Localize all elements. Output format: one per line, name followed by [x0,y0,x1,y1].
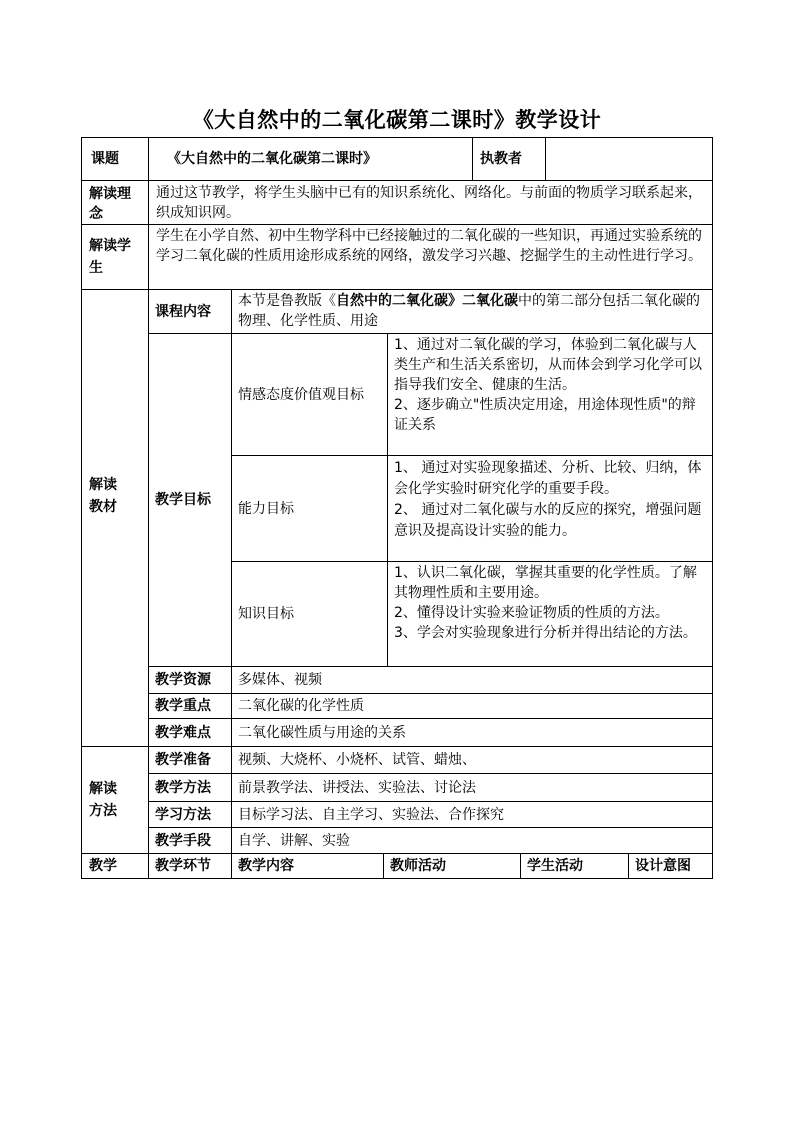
method-row-value: 目标学习法、自主学习、实验法、合作探究 [238,806,504,823]
process-col-5: 学生活动 [527,858,583,874]
goal-knowledge-line-3: 3、学会对实验现象进行分析并得出结论的方法。 [394,625,697,641]
students-text: 学生在小学自然、初中生物学科中已经接触过的二氧化碳的一些知识，再通过实验系统的学习二氧化碳的性质用途形成系统的网络，激发学习兴趣、挖掘学生的主动性进行学习。 [156,228,702,264]
process-col-4: 教师活动 [390,858,446,874]
method-row-label: 教学方法 [155,779,211,796]
method-row-value: 视频、大烧杯、小烧杯、试管、蜡烛、 [238,752,476,768]
concept-label: 解读理念 [89,186,131,222]
process-col-6: 设计意图 [635,858,691,874]
goal-emotion-name: 情感态度价值观目标 [238,386,364,403]
topic-label: 课题 [91,151,119,167]
course-label: 课程内容 [155,303,211,320]
goal-knowledge-text [388,562,712,666]
students-label: 解读学生 [89,238,131,276]
goals-label: 教学目标 [155,492,211,508]
method-label: 解读方法 [89,781,117,819]
method-row-label: 学习方法 [155,806,211,823]
goal-ability-text [388,457,712,561]
goal-ability-line-2: 2、 通过对二氧化碳与水的反应的探究，增强问题意识及提高设计实验的能力。 [394,502,702,539]
difficult-value: 二氧化碳性质与用途的关系 [238,724,406,741]
resources-label: 教学资源 [155,672,211,688]
textbook-label: 解读教材 [89,477,117,515]
difficult-label: 教学难点 [155,724,211,741]
method-row-label: 教学手段 [155,832,211,849]
goal-ability-line-1: 1、 通过对实验现象描述、分析、比较、归纳，体会化学实验时研究化学的重要手段。 [394,460,702,497]
goal-ability-name: 能力目标 [238,500,294,517]
method-row-value: 自学、讲解、实验 [238,832,350,849]
method-row-label: 教学准备 [155,752,211,768]
goal-emotion-line-2: 2、逐步确立"性质决定用途，用途体现性质"的辩证关系 [394,397,696,433]
goal-knowledge-line-1: 1、认识二氧化碳，掌握其重要的化学性质。了解其物理性质和主要用途。 [394,565,697,601]
resources-value: 多媒体、视频 [238,672,322,688]
teacher-label: 执教者 [480,151,522,167]
key-value: 二氧化碳的化学性质 [238,698,364,714]
course-text: 本节是鲁教版《自然中的二氧化碳》二氧化碳中的第二部分包括二氧化碳的物理、化学性质、用途 [238,293,700,329]
goal-knowledge-line-2: 2、懂得设计实验来验证物质的性质的方法。 [394,605,669,621]
goal-knowledge-name: 知识目标 [238,606,294,622]
key-label: 教学重点 [155,698,211,714]
concept-text: 通过这节教学，将学生头脑中已有的知识系统化、网络化。与前面的物质学习联系起来，织成知识网。 [156,185,702,221]
process-col-2: 教学环节 [155,858,211,874]
teacher-value [546,137,712,181]
topic-value: 《大自然中的二氧化碳第二课时》 [167,151,377,167]
page-title: 《大自然中的二氧化碳第二课时》教学设计 [192,108,602,132]
lesson-plan-table [81,137,713,879]
method-row-value: 前景教学法、讲授法、实验法、讨论法 [238,779,476,796]
goal-emotion-text [388,334,712,455]
process-col-3: 教学内容 [238,858,294,874]
goal-emotion-line-1: 1、通过对二氧化碳的学习，体验到二氧化碳与人类生产和生活关系密切，从而体会到学习化学可以指导我们安全、健康的生活。 [394,337,702,393]
process-col-1: 教学 [89,858,117,874]
course-book-name: 自然中的二氧化碳 [336,293,448,309]
